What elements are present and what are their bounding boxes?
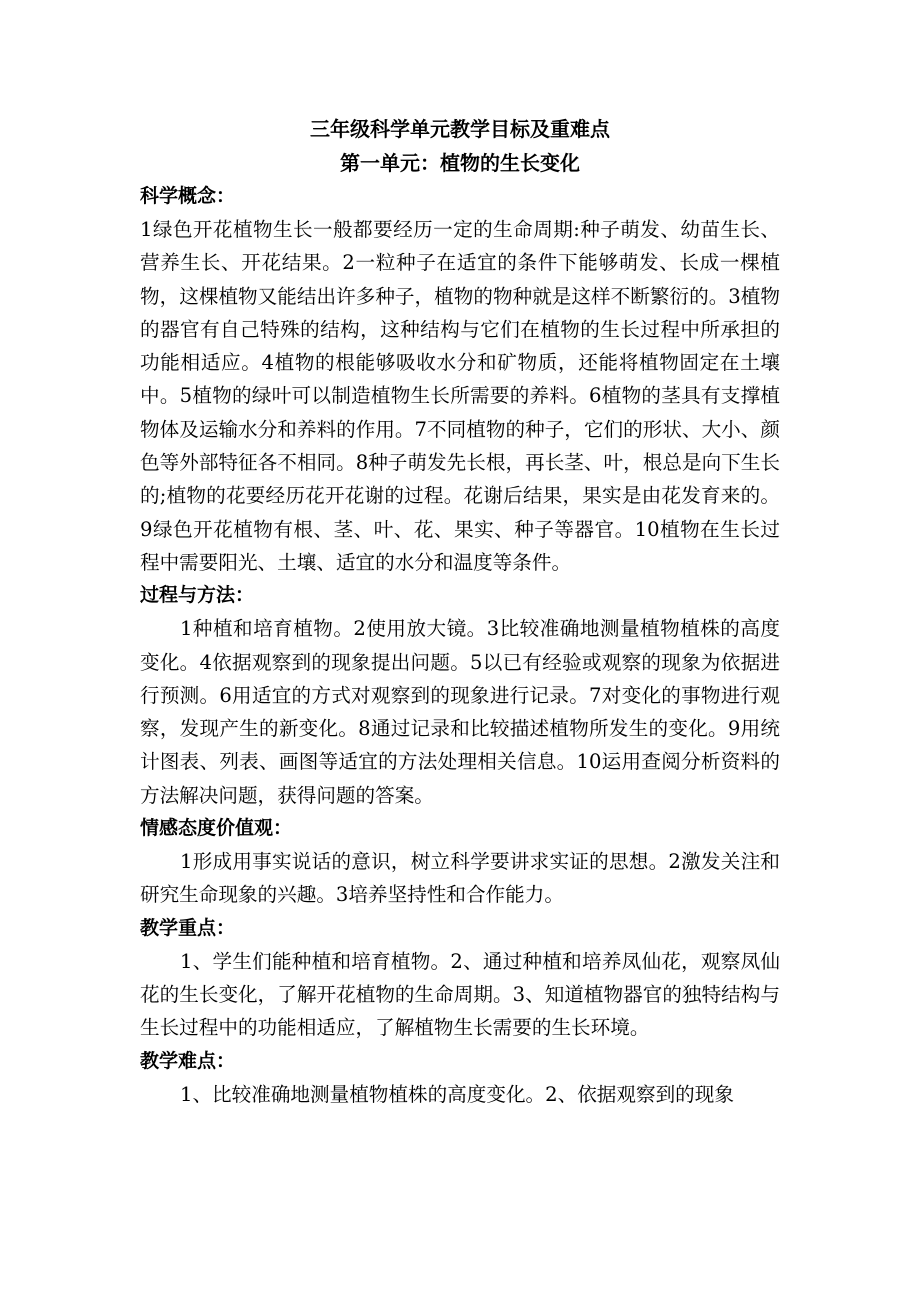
unit-title: 第一单元：植物的生长变化 (340, 151, 580, 175)
document-page (140, 112, 780, 1111)
section-heading-teaching-focus: 教学重点： (140, 916, 236, 939)
section-text-attitudes-values: 1形成用事实说话的意识，树立科学要讲求实证的思想。2激发关注和研究生命现象的兴趣。3培养坚持性和合作能力。 (140, 850, 780, 907)
section-heading-process-methods: 过程与方法： (140, 584, 255, 607)
section-text-science-concepts: 1绿色开花植物生长一般都要经历一定的生命周期:种子萌发、幼苗生长、营养生长、开花结果。2一粒种子在适宜的条件下能够萌发、长成一棵植物，这棵植物又能结出许多种子，植物的物种就是这样不断繁衍的。3植物的器官有自己特殊的结构，这种结构与它们在植物的生长过程中所承担的功能相适应。4植物的根能够吸收水分和矿物质，还能将植物固定在土壤中。5植物的绿叶可以制造植物生长所需要的养料。6植物的茎具有支撑植物体及运输水分和养料的作用。7不同植物的种子，它们的形状、大小、颜色等外部特征各不相同。8种子萌发先长根，再长茎、叶，根总是向下生长的;植物的花要经历花开花谢的过程。花谢后结果，果实是由花发育来的。9绿色开花植物有根、茎、叶、花、果实、种子等器官。10植物在生长过程中需要阳光、土壤、适宜的水分和温度等条件。 (140, 218, 780, 574)
section-text-teaching-focus: 1、学生们能种植和培育植物。2、通过种植和培养凤仙花，观察凤仙花的生长变化，了解开花植物的生命周期。3、知道植物器官的独特结构与生长过程中的功能相适应，了解植物生长需要的生长环境。 (140, 949, 780, 1040)
section-heading-teaching-difficulties: 教学难点： (140, 1049, 236, 1072)
section-heading-science-concepts: 科学概念： (140, 185, 236, 207)
document-title: 三年级科学单元教学目标及重难点 (310, 117, 610, 141)
section-text-process-methods: 1种植和培育植物。2使用放大镜。3比较准确地测量植物植株的高度变化。4依据观察到的现象提出问题。5以已有经验或观察的现象为依据进行预测。6用适宜的方式对观察到的现象进行记录。7对变化的事物进行观察，发现产生的新变化。8通过记录和比较描述植物所发生的变化。9用统计图表、列表、画图等适宜的方法处理相关信息。10运用查阅分析资料的方法解决问题，获得问题的答案。 (140, 617, 780, 807)
section-text-teaching-difficulties: 1、比较准确地测量植物植株的高度变化。2、依据观察到的现象 (180, 1082, 734, 1106)
section-heading-attitudes-values: 情感态度价值观： (140, 817, 293, 840)
